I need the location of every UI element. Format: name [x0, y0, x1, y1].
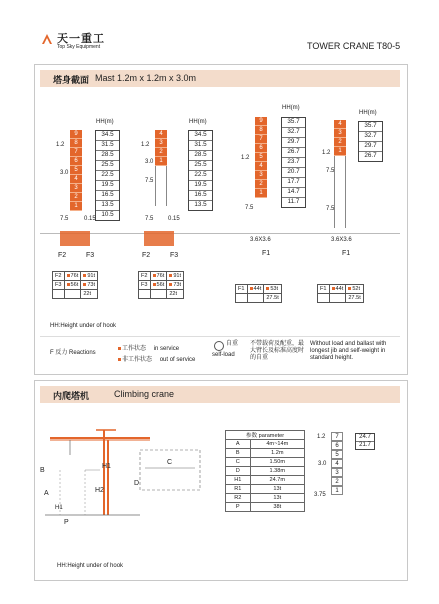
legend-in-service: 工作状态 in service	[118, 346, 179, 353]
hh-value: 23.7	[282, 158, 305, 168]
param-value: 24.7m	[250, 476, 304, 485]
foundation-2	[144, 231, 174, 246]
dim-label: 3.0	[60, 170, 69, 176]
cell: F1	[318, 285, 330, 294]
force-label: F2	[58, 252, 67, 259]
cell: F2	[53, 272, 65, 281]
mast-segment: 8	[255, 126, 267, 135]
hh-value: 21.7	[359, 442, 371, 448]
hh-value: 17.7	[282, 178, 305, 188]
dim-label: 1.2	[322, 150, 331, 156]
cell: 22t	[167, 290, 184, 299]
force-label: F1	[342, 250, 351, 257]
hh-value: 31.5	[189, 141, 212, 151]
legend-desc-en: Without load and ballast with longest jib and self-weight in standard height.	[310, 341, 387, 361]
cell: 91t	[167, 272, 184, 281]
diagram-label: C	[167, 459, 173, 466]
legend-selfload-en: self-load	[212, 352, 235, 358]
mast-segment: 2	[334, 138, 346, 147]
dim-label: 3.0	[318, 461, 327, 467]
header	[0, 0, 439, 60]
force-label: F3	[86, 252, 95, 259]
page-title: TOWER CRANE T80-5	[307, 41, 401, 51]
cell: 76t	[64, 272, 81, 281]
mast-chart-2	[155, 130, 167, 206]
hh-value: 20.7	[282, 168, 305, 178]
table-row	[226, 467, 305, 476]
hh-box	[355, 433, 375, 450]
cell	[139, 290, 151, 299]
force-table-2	[138, 271, 184, 299]
hh-value: 25.5	[189, 161, 212, 171]
cell: 56t	[64, 281, 81, 290]
table-row	[226, 476, 305, 485]
cell: 76t	[150, 272, 167, 281]
hh-label: HH(m)	[282, 105, 300, 111]
mast-segment: 6	[70, 157, 82, 166]
mast-segment: 5	[70, 166, 82, 175]
diagram-label: H1	[102, 463, 111, 470]
note-hook-height-2: HH:Height under of hook	[57, 563, 124, 569]
param-value: 13t	[250, 485, 304, 494]
hh-value: 13.5	[194, 201, 207, 208]
param-key: C	[226, 458, 251, 467]
cell	[236, 294, 248, 303]
climb-mast	[331, 432, 343, 495]
param-value: 1.50m	[250, 458, 304, 467]
mast-segment: 7	[255, 135, 267, 144]
cell: F3	[139, 281, 151, 290]
mast-segment: 1	[255, 189, 267, 198]
mast-segment: 2	[331, 477, 343, 486]
climbing-diagram	[40, 410, 240, 520]
table-row	[226, 458, 305, 467]
mast-segment: 4	[334, 120, 346, 129]
mast-section-header	[40, 70, 400, 87]
hh-value: 24.7	[356, 434, 374, 442]
cell	[329, 294, 346, 303]
diagram-label: D	[134, 480, 140, 487]
hh-value: 19.5	[96, 181, 119, 191]
mast-segment: 2	[70, 193, 82, 202]
mast-segment: 3	[331, 468, 343, 477]
dim-label: 1.2	[56, 142, 65, 148]
hh-value: 32.7	[359, 132, 382, 142]
dim-label: 7.5	[60, 216, 69, 222]
param-key: B	[226, 449, 251, 458]
mast-segment: 1	[70, 202, 82, 211]
mast-segment: 3	[70, 184, 82, 193]
dim-label: 1.2	[141, 142, 150, 148]
dim-label: 3.6X3.6	[250, 237, 271, 243]
hh-column-3	[281, 117, 306, 208]
force-label: F3	[170, 252, 179, 259]
cell: 44t	[329, 285, 346, 294]
cell: 53t	[264, 285, 281, 294]
foundation-1	[60, 231, 90, 246]
diagram-label: B	[40, 467, 45, 474]
mast-section-cn: 塔身截面	[53, 75, 90, 85]
cell: 27.5t	[346, 294, 363, 303]
dim-label: 7.5	[145, 178, 154, 184]
force-label: F2	[142, 252, 151, 259]
hh-value: 16.5	[96, 191, 119, 201]
mast-segment: 5	[331, 450, 343, 459]
climbing-section-header	[40, 386, 400, 403]
param-key: A	[226, 440, 251, 449]
legend-divider	[40, 336, 400, 337]
force-table-1	[52, 271, 98, 299]
cell: 56t	[150, 281, 167, 290]
dim-label: 7.5	[145, 216, 154, 222]
legend-selfload-cn: 自重	[226, 341, 239, 347]
mast-segment: 3	[255, 171, 267, 180]
hh-value: 28.5	[96, 151, 119, 161]
force-table-3	[235, 284, 282, 303]
cell: 91t	[81, 272, 98, 281]
hh-value: 10.5	[101, 211, 114, 218]
diagram-label: P	[64, 519, 69, 526]
cell: 52t	[346, 285, 363, 294]
param-value: 1.38m	[250, 467, 304, 476]
mast-segment: 6	[255, 144, 267, 153]
hh-column-1	[95, 130, 120, 221]
selfload-icon	[214, 341, 224, 351]
cell	[150, 290, 167, 299]
dim-label: 7.5	[245, 205, 254, 211]
hh-label: HH(m)	[96, 119, 114, 125]
mast-segment: 9	[255, 117, 267, 126]
cell: 44t	[247, 285, 264, 294]
mast-chart-3	[255, 117, 267, 198]
param-key: H1	[226, 476, 251, 485]
climbing-section-en: Climbing crane	[114, 389, 175, 399]
hh-value: 35.7	[282, 118, 305, 128]
hh-value: 22.5	[96, 171, 119, 181]
hh-value: 25.5	[96, 161, 119, 171]
mast-segment: 1	[155, 157, 167, 166]
hh-value: 34.5	[96, 131, 119, 141]
mast-section-en: Mast 1.2m x 1.2m x 3.0m	[95, 73, 197, 83]
mast-segment: 1	[334, 147, 346, 156]
hh-value: 13.5	[96, 201, 119, 211]
dim-label: 1.2	[241, 155, 250, 161]
hh-value: 22.5	[189, 171, 212, 181]
climbing-section-cn: 内爬塔机	[53, 391, 90, 401]
param-value: 38t	[250, 503, 304, 512]
mast-chart-1	[70, 130, 82, 211]
cell: 22t	[81, 290, 98, 299]
hh-value: 32.7	[282, 128, 305, 138]
note-hook-height: HH:Height under of hook	[50, 323, 117, 329]
hh-label: HH(m)	[189, 119, 207, 125]
mast-segment: 7	[331, 432, 343, 441]
hh-column-4	[358, 121, 383, 162]
hh-value: 31.5	[96, 141, 119, 151]
logo-icon	[40, 32, 54, 46]
hh-value: 26.7	[364, 152, 377, 159]
param-key: R2	[226, 494, 251, 503]
mast-segment: 2	[155, 148, 167, 157]
mast-segment: 9	[70, 130, 82, 139]
cell: 73t	[167, 281, 184, 290]
cell	[64, 290, 81, 299]
diagram-label: H1	[55, 505, 63, 511]
hh-value: 35.7	[359, 122, 382, 132]
hh-value: 19.5	[189, 181, 212, 191]
logo-en: Top Sky Equipment	[57, 44, 101, 50]
ground-line	[40, 233, 400, 234]
hh-value: 14.7	[282, 188, 305, 198]
legend-desc-cn: 不带载荷及配重，最大臂长及标准高度时的自重	[250, 341, 305, 361]
cell	[247, 294, 264, 303]
mast-segment: 1	[331, 486, 343, 495]
hh-value: 16.5	[189, 191, 212, 201]
diagram-label: A	[44, 490, 49, 497]
param-key: D	[226, 467, 251, 476]
hh-value: 26.7	[282, 148, 305, 158]
hh-label: HH(m)	[359, 110, 377, 116]
mast-segment: 4	[331, 459, 343, 468]
mast-segment: 3	[155, 139, 167, 148]
cell: F2	[139, 272, 151, 281]
force-table-4	[317, 284, 364, 303]
param-header: 参数 parameter	[226, 431, 305, 440]
cell: F1	[236, 285, 248, 294]
hh-column-2	[188, 130, 213, 211]
hh-value: 29.7	[359, 142, 382, 152]
param-value: 13t	[250, 494, 304, 503]
logo-cn: 天一重工	[57, 33, 105, 45]
table-row	[226, 485, 305, 494]
param-key: P	[226, 503, 251, 512]
dim-label: 0.15	[84, 216, 96, 222]
mast-segment: 3	[334, 129, 346, 138]
mast-segment: 8	[70, 139, 82, 148]
param-value: 4m~14m	[250, 440, 304, 449]
legend-out-service: 非工作状态 out of service	[118, 357, 195, 364]
dim-label: 0.15	[168, 216, 180, 222]
mast-segment: 7	[70, 148, 82, 157]
cell	[318, 294, 330, 303]
mast-chart-4	[334, 120, 346, 228]
param-key: R1	[226, 485, 251, 494]
table-row	[226, 440, 305, 449]
table-row	[226, 449, 305, 458]
mast-segment: 6	[331, 441, 343, 450]
mast-segment: 4	[70, 175, 82, 184]
cell: 73t	[81, 281, 98, 290]
diagram-label: H2	[95, 487, 104, 494]
dim-label: 3.75	[314, 492, 326, 498]
dim-label: 3.6X3.6	[331, 237, 352, 243]
mast-segment: 4	[155, 130, 167, 139]
param-value: 1.2m	[250, 449, 304, 458]
force-label: F1	[262, 250, 271, 257]
table-row	[226, 494, 305, 503]
dim-label: 1.2	[317, 434, 326, 440]
hh-value: 29.7	[282, 138, 305, 148]
mast-segment: 4	[255, 162, 267, 171]
dim-label: 7.5	[326, 206, 335, 212]
cell	[53, 290, 65, 299]
dim-label: 3.0	[145, 159, 154, 165]
table-row	[226, 503, 305, 512]
parameter-table	[225, 430, 305, 512]
hh-value: 11.7	[287, 198, 300, 205]
hh-value: 28.5	[189, 151, 212, 161]
mast-segment: 2	[255, 180, 267, 189]
cell: 27.5t	[264, 294, 281, 303]
mast-segment: 5	[255, 153, 267, 162]
dim-label: 7.5	[326, 168, 335, 174]
hh-value: 34.5	[189, 131, 212, 141]
legend-reactions: F 反力 Reactions	[50, 350, 96, 356]
cell: F3	[53, 281, 65, 290]
